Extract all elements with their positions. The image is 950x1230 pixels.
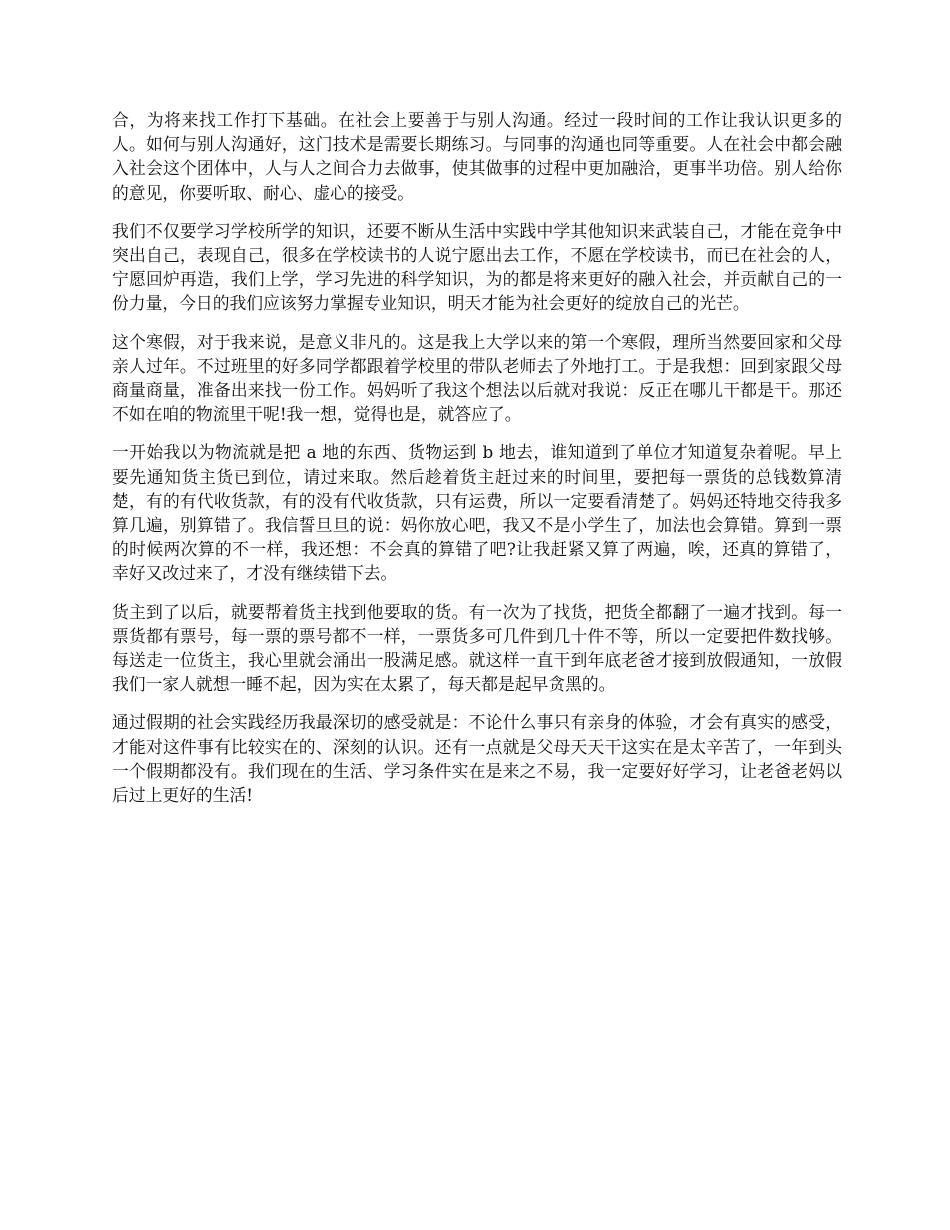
paragraph-3: 这个寒假，对于我来说，是意义非凡的。这是我上大学以来的第一个寒假，理所当然要回家和父母亲人过年。不过班里的好多同学都跟着学校里的带队老师去了外地打工。于是我想：回到家跟父母商量商量，准备出来找一份工作。妈妈听了我这个想法以后就对我说：反正在哪儿干都是干。那还不如在咱的物流里干呢!我一想，觉得也是，就答应了。 <box>112 331 842 425</box>
paragraph-1: 合，为将来找工作打下基础。在社会上要善于与别人沟通。经过一段时间的工作让我认识更多的人。如何与别人沟通好，这门技术是需要长期练习。与同事的沟通也同等重要。人在社会中都会融入社会这个团体中，人与人之间合力去做事，使其做事的过程中更加融洽，更事半功倍。别人给你的意见，你要听取、耐心、虚心的接受。 <box>112 110 842 203</box>
paragraph-5: 货主到了以后，就要帮着货主找到他要取的货。有一次为了找货，把货全都翻了一遍才找到。每一票货都有票号，每一票的票号都不一样，一票货多可几件到几十件不等，所以一定要把件数找够。每送走一位货主，我心里就会涌出一股满足感。就这样一直干到年底老爸才接到放假通知，一放假我们一家人就想一睡不起，因为实在太累了，每天都是起早贪黑的。 <box>112 601 842 695</box>
paragraph-4: 一开始我以为物流就是把 a 地的东西、货物运到 b 地去，谁知道到了单位才知道复杂着呢。早上要先通知货主货已到位，请过来取。然后趁着货主赶过来的时间里，要把每一票货的总钱数算清楚，有的有代收货款，有的没有代收货款，只有运费，所以一定要看清楚了。妈妈还特地交待我多算几遍，别算错了。我信誓旦旦的说：妈你放心吧，我又不是小学生了，加法也会算错。算到一票的时候两次算的不一样，我还想：不会真的算错了吧?让我赶紧又算了两遍，唉，还真的算错了，幸好又改过来了，才没有继续错下去。 <box>112 442 842 584</box>
paragraph-2: 我们不仅要学习学校所学的知识，还要不断从生活中实践中学其他知识来武装自己，才能在竞争中突出自己，表现自己，很多在学校读书的人说宁愿出去工作，不愿在学校读书，而已在社会的人，宁愿回炉再造，我们上学，学习先进的科学知识，为的都是将来更好的融入社会，并贡献自己的一份力量，今日的我们应该努力掌握专业知识，明天才能为社会更好的绽放自己的光芒。 <box>112 220 842 314</box>
document-page <box>112 108 842 821</box>
paragraph-6: 通过假期的社会实践经历我最深切的感受就是：不论什么事只有亲身的体验，才会有真实的感受，才能对这件事有比较实在的、深刻的认识。还有一点就是父母天天干这实在是太辛苦了，一年到头一个假期都没有。我们现在的生活、学习条件实在是来之不易，我一定要好好学习，让老爸老妈以后过上更好的生活! <box>112 712 842 806</box>
